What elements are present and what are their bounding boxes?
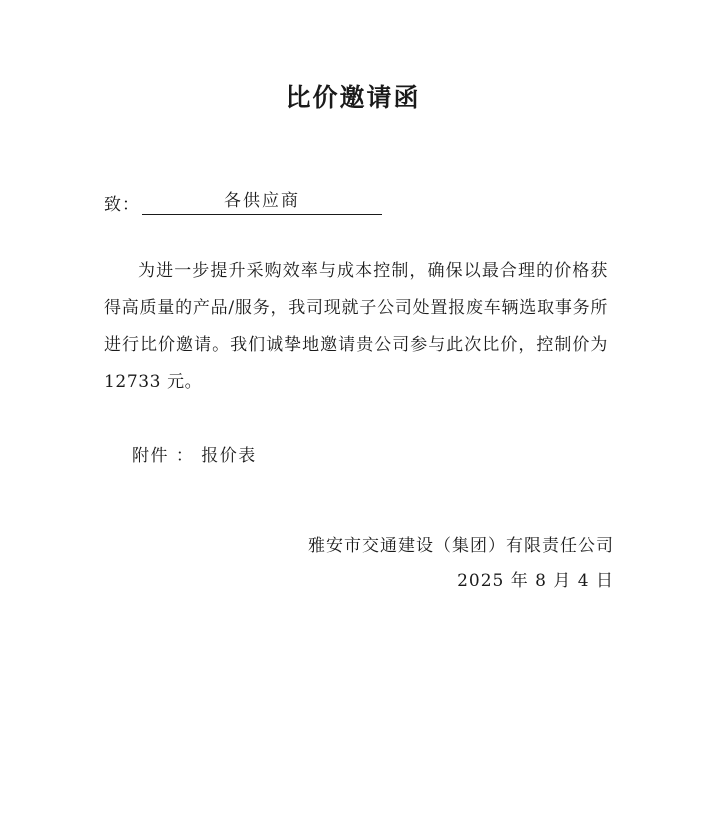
recipient-label: 致： xyxy=(104,195,140,215)
page-title: 比价邀请函 xyxy=(285,83,421,112)
attachment-line: 附件 ： 报价表 xyxy=(132,446,257,466)
signature-company: 雅安市交通建设（集团）有限责任公司 xyxy=(308,536,614,556)
body-paragraph: 为进一步提升采购效率与成本控制，确保以最合理的价格获得高质量的产品/服务，我司现就子公司处置报废车辆选取事务所进行比价邀请。我们诚挚地邀请贵公司参与此次比价，控制价为 12733 元。 xyxy=(104,261,608,392)
recipient-value: 各供应商 xyxy=(142,186,382,215)
signature-date: 2025 年 8 月 4 日 xyxy=(457,571,614,591)
recipient-line xyxy=(0,186,706,215)
